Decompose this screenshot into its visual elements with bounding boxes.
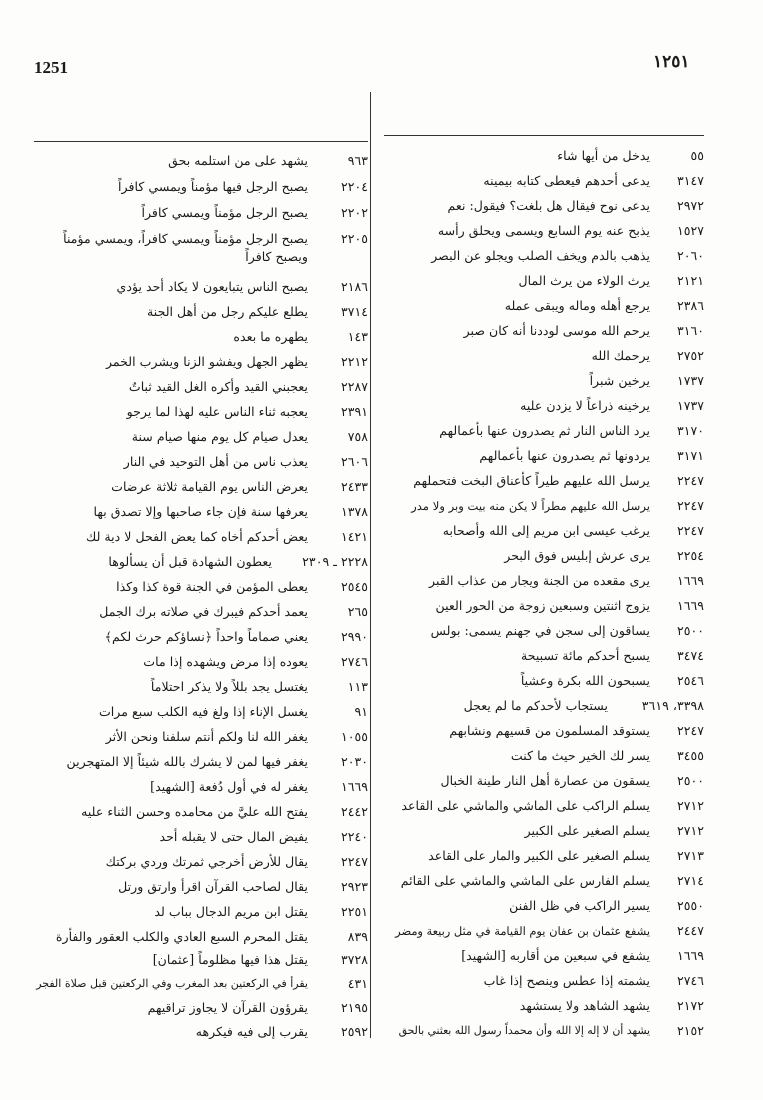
entry-text: يعطى المؤمن في الجنة قوة كذا وكذا — [116, 579, 308, 594]
entry-number: ٢٥٠٠ — [676, 623, 704, 638]
entry-number: ٤٣١ — [347, 976, 368, 991]
entry-text: يرد الناس النار ثم يصدرون عنها بأعمالهم — [439, 423, 650, 438]
entry-text: يقتل ابن مريم الدجال بباب لد — [154, 904, 308, 919]
entry-number: ٢٢٥٤ — [676, 548, 704, 563]
entry-text: يسلم الصغير على الكبير — [524, 823, 650, 838]
entry-number: ٢٠٦٠ — [676, 248, 704, 263]
entry-number: ٢٢٢٨ ـ ٢٣٠٩ — [302, 554, 368, 569]
entry-number: ٢١٨٦ — [340, 279, 368, 294]
entry-text: يعجبه ثناء الناس عليه لهذا لما يرجو — [126, 404, 308, 419]
entry-text: يسبح أحدكم مائة تسبيحة — [520, 648, 650, 663]
entry-number: ٣١٧٠ — [676, 423, 704, 438]
entry-number: ٢٢٤٧ — [676, 523, 704, 538]
entry-text: يصبح الرجل مؤمناً ويمسي كافراً — [141, 205, 308, 220]
entry-number: ٢٧١٢ — [676, 823, 704, 838]
entry-number: ٢٧١٤ — [676, 873, 704, 888]
entry-text: يرث الولاء من يرث المال — [518, 273, 650, 288]
entry-number: ٢٤٤٧ — [676, 923, 704, 938]
entry-number: ٩٦٣ — [347, 153, 368, 168]
entry-number: ٢٢٠٢ — [340, 205, 368, 220]
right-column-top-rule — [384, 135, 704, 136]
entry-number: ٢٧٤٦ — [676, 973, 704, 988]
entry-text: يساقون إلى سجن في جهنم يسمى: بولس — [430, 623, 650, 638]
entry-text: يغفر له في أول دُفعة [الشهيد] — [150, 779, 308, 794]
entry-number: ١٤٢١ — [340, 529, 368, 544]
entry-text: يرحمك الله — [591, 348, 650, 363]
entry-text: يقرأ في الركعتين بعد المغرب وفي الركعتين قبل صلاة الفجر — [36, 977, 308, 990]
entry-text: يغتسل يجد بللاً ولا يذكر احتلاماً — [150, 679, 308, 694]
entry-number: ١٦٦٩ — [340, 779, 368, 794]
entry-text: يرى عرش إبليس فوق البحر — [504, 548, 650, 563]
entry-text: يشهد على من استلمه بحق — [168, 153, 308, 168]
entry-number: ٢٢٤٧ — [340, 854, 368, 869]
entry-text: يستجاب لأحدكم ما لم يعجل — [463, 698, 608, 713]
entry-text: يرسل الله عليهم مطراً لا يكن منه بيت وبر ولا مدر — [411, 499, 650, 513]
entry-text: يصبح الرجل مؤمناً ويمسي كافراً، ويمسي مؤمناً ويصبح كافراً — [63, 231, 308, 264]
entry-number: ٢١٢١ — [676, 273, 704, 288]
entry-text: يدعى نوح فيقال هل بلغت؟ فيقول: نعم — [447, 198, 650, 213]
entry-number: ٢٣٨٦ — [676, 298, 704, 313]
entry-text: يعجبني القيد وأكره الغل القيد ثباتٌ — [128, 379, 308, 394]
entry-text: يعذب ناس من أهل التوحيد في النار — [123, 454, 308, 469]
entry-number: ٢٢٥١ — [340, 904, 368, 919]
entry-text: يعوده إذا مرض ويشهده إذا مات — [143, 654, 308, 669]
entry-text: يذبح عنه يوم السابع ويسمى ويحلق رأسه — [437, 223, 650, 238]
entry-text: يدعى أحدهم فيعطى كتابه بيمينه — [483, 173, 650, 188]
entry-number: ٢٢٤٧ — [676, 723, 704, 738]
entry-number: ٨٣٩ — [347, 929, 368, 944]
entry-text: يطهره ما بعده — [233, 329, 308, 344]
entry-number: ٢١٩٥ — [340, 1000, 368, 1015]
entry-text: يقرب إلى فيه فيكرهه — [195, 1024, 308, 1039]
entry-text: يقتل هذا فيها مظلوماً [عثمان] — [152, 952, 308, 967]
entry-number: ١٧٣٧ — [676, 398, 704, 413]
entry-text: يشمته إذا عطس وينصح إذا غاب — [483, 973, 650, 988]
entry-text: يفيض المال حتى لا يقبله أحد — [159, 829, 308, 844]
entry-text: يعرفها سنة فإن جاء صاحبها وإلا تصدق بها — [93, 504, 308, 519]
entry-number: ١٧٣٧ — [676, 373, 704, 388]
entry-text: يرسل الله عليهم طيراً كأعناق البخت فتحملهم — [413, 473, 650, 488]
entry-number: ١٦٦٩ — [676, 573, 704, 588]
entry-number: ٢٩٩٠ — [340, 629, 368, 644]
entry-text: يعدل صيام كل يوم منها صيام سنة — [131, 429, 308, 444]
entry-number: ٢٥٥٠ — [676, 898, 704, 913]
entry-text: يقرؤون القرآن لا يجاوز تراقيهم — [147, 1000, 308, 1015]
entry-number: ٣١٦٠ — [676, 323, 704, 338]
entry-text: يرحم الله موسى لوددنا أنه كان صبر — [463, 323, 650, 338]
entry-text: يشفع عثمان بن عفان يوم القيامة في مثل ربيعة ومضر — [395, 924, 650, 938]
entry-number: ٢٧٤٦ — [340, 654, 368, 669]
entry-text: يسير الراكب في ظل الفنن — [509, 898, 650, 913]
entry-number: ٢٢٤٧ — [676, 498, 704, 513]
entry-number: ٢٦٥ — [347, 604, 368, 619]
entry-text: يغفر فيها لمن لا يشرك بالله شيئاً إلا المتهجرين — [66, 754, 308, 769]
entry-number: ٢٥٤٦ — [676, 673, 704, 688]
entry-number: ١٦٦٩ — [676, 598, 704, 613]
entry-number: ٢٢١٢ — [340, 354, 368, 369]
entry-text: يعض أحدكم أخاه كما يعض الفحل لا دية لك — [85, 529, 308, 544]
entry-text: يفتح الله عليَّ من محامده وحسن الثناء عليه — [81, 804, 308, 819]
entry-number: ٢٩٧٢ — [676, 198, 704, 213]
entry-text: يعمد أحدكم فيبرك في صلاته برك الجمل — [99, 604, 308, 619]
entry-number: ٢٤٤٢ — [340, 804, 368, 819]
entry-text: يرغب عيسى ابن مريم إلى الله وأصحابه — [442, 523, 650, 538]
entry-text: يصبح الناس يتبايعون لا يكاد أحد يؤدي — [116, 279, 308, 294]
entry-number: ٣٤٧٤ — [676, 648, 704, 663]
entry-text: يدخل من أيها شاء — [557, 148, 650, 163]
entry-number: ٢٧٥٢ — [676, 348, 704, 363]
entry-text: يغسل الإناء إذا ولغ فيه الكلب سبع مرات — [98, 704, 308, 719]
entry-number: ٢٥٠٠ — [676, 773, 704, 788]
entry-text: يعطون الشهادة قبل أن يسألوها — [108, 554, 272, 569]
entry-number: ١٤٣ — [347, 329, 368, 344]
entry-number: ٢٥٤٥ — [340, 579, 368, 594]
entry-text: يرخينه ذراعاً لا يزدن عليه — [520, 398, 650, 413]
entry-number: ٣١٤٧ — [676, 173, 704, 188]
entry-text: يقتل المحرم السبع العادي والكلب العقور والفأرة — [55, 929, 308, 944]
entry-text: يسلم الفارس على الماشي والماشي على القائم — [400, 873, 650, 888]
entry-text: يستوقد المسلمون من قسيهم ونشابهم — [449, 723, 650, 738]
entry-number: ٥٥ — [690, 148, 704, 163]
entry-number: ٢٢٠٥ — [340, 231, 368, 246]
entry-text: يردونها ثم يصدرون عنها بأعمالهم — [479, 448, 650, 463]
entry-number: ٢٥٩٢ — [340, 1024, 368, 1039]
entry-number: ٢٢٠٤ — [340, 179, 368, 194]
entry-text: يسلم الراكب على الماشي والماشي على القاعد — [401, 798, 650, 813]
entry-text: يشهد الشاهد ولا يستشهد — [519, 998, 650, 1013]
entry-text: يقال لصاحب القرآن اقرأ وارتق ورتل — [118, 879, 308, 894]
entry-text: يسقون من عصارة أهل النار طينة الخبال — [440, 773, 650, 788]
entry-text: يطلع عليكم رجل من أهل الجنة — [147, 304, 308, 319]
entry-text: يرخين شبراً — [589, 373, 650, 388]
entry-number: ٢٤٣٣ — [340, 479, 368, 494]
entry-text: يذهب بالدم ويخف الصلب ويجلو عن البصر — [431, 248, 650, 263]
entry-number: ١٦٦٩ — [676, 948, 704, 963]
entry-text: يشهد أن لا إله إلا الله وأن محمداً رسول الله بعثني بالحق — [398, 1024, 650, 1037]
entry-number: ٢٩٢٣ — [340, 879, 368, 894]
page-number-latin: 1251 — [34, 58, 68, 77]
entry-number: ١٣٧٨ — [340, 504, 368, 519]
entry-number: ٢٠٣٠ — [340, 754, 368, 769]
entry-text: يقال للأرض أخرجي ثمرتك وردي بركتك — [105, 854, 308, 869]
entry-number: ١٠٥٥ — [340, 729, 368, 744]
entry-text: يسر لك الخير حيث ما كنت — [510, 748, 650, 763]
entry-number: ٢٢٨٧ — [340, 379, 368, 394]
entry-number: ٢١٧٢ — [676, 998, 704, 1013]
entry-text: يسلم الصغير على الكبير والمار على القاعد — [428, 848, 650, 863]
entry-number: ٣٧٢٨ — [340, 952, 368, 967]
entry-text: يرجع أهله وماله ويبقى عمله — [504, 298, 650, 313]
entry-number: ٣٣٩٨، ٣٦١٩ — [641, 698, 704, 713]
page-number-arabic: ١٢٥١ — [653, 52, 690, 72]
entry-text: يعرض الناس يوم القيامة ثلاثة عرضات — [111, 479, 308, 494]
entry-text: يظهر الجهل ويفشو الزنا ويشرب الخمر — [105, 354, 308, 369]
entry-text: يصبح الرجل فيها مؤمناً ويمسي كافراً — [118, 179, 308, 194]
entry-number: ٣٧١٤ — [340, 304, 368, 319]
entry-text: يشفع في سبعين من أقاربه [الشهيد] — [461, 948, 650, 963]
entry-number: ٧٥٨ — [347, 429, 368, 444]
entry-number: ١١٣ — [347, 679, 368, 694]
entry-text: يعني صماماً واحداً ﴿نساؤكم حرث لكم﴾ — [104, 629, 308, 644]
entry-text: يزوج اثنتين وسبعين زوجة من الحور العين — [435, 598, 650, 613]
entry-number: ٢٣٩١ — [340, 404, 368, 419]
entry-number: ٢٧١٢ — [676, 798, 704, 813]
index-entry — [34, 230, 368, 270]
entry-text: يسبحون الله بكرة وعشياً — [520, 673, 650, 688]
entry-number: ٢٦٠٦ — [340, 454, 368, 469]
entry-number: ٢٧١٣ — [676, 848, 704, 863]
left-column-top-rule — [34, 141, 368, 142]
entry-number: ٣١٧١ — [676, 448, 704, 463]
entry-number: ٣٤٥٥ — [676, 748, 704, 763]
entry-text: يرى مقعده من الجنة ويجار من عذاب القبر — [429, 573, 650, 588]
entry-number: ٩١ — [354, 704, 368, 719]
entry-number: ٢٢٤٧ — [676, 473, 704, 488]
entry-number: ١٥٢٧ — [676, 223, 704, 238]
entry-number: ٢٢٤٠ — [340, 829, 368, 844]
entry-number: ٢١٥٢ — [676, 1023, 704, 1038]
column-divider — [370, 92, 371, 1038]
entry-text: يغفر الله لنا ولكم أنتم سلفنا ونحن الأثر — [105, 729, 308, 744]
